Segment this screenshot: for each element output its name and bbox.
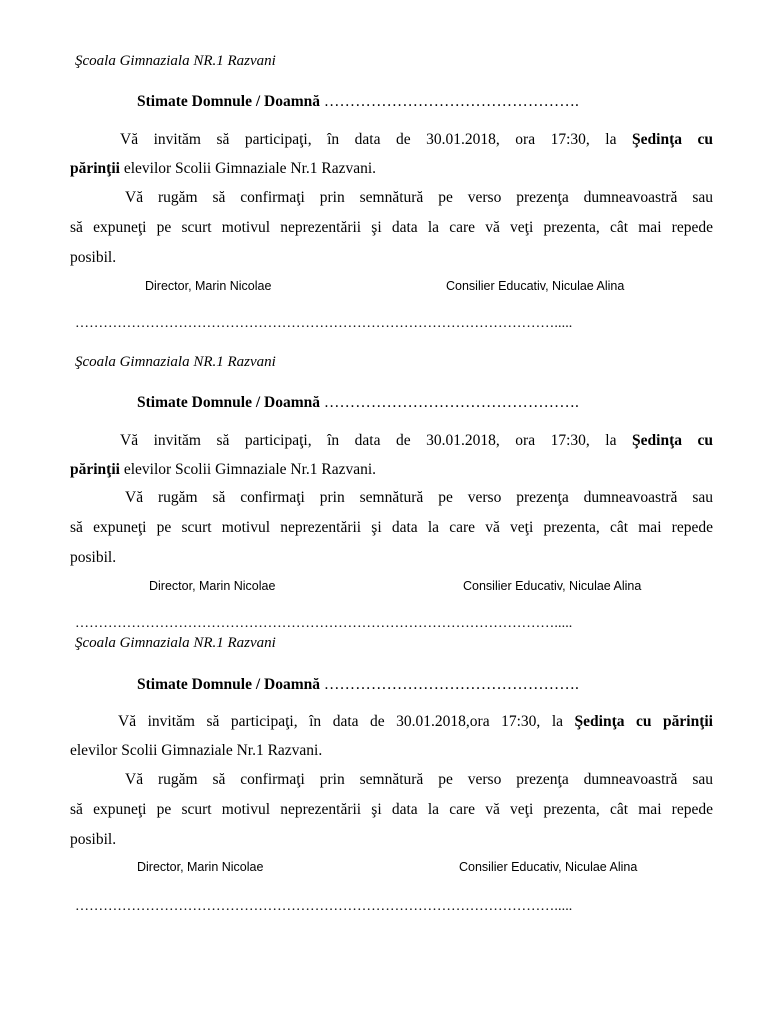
body-line-2 — [70, 742, 713, 760]
director-signature: Director, Marin Nicolae — [137, 860, 264, 874]
invite-text: Vă invităm să participaţi, în data de 30.01.2018, ora 17:30, la — [120, 432, 633, 449]
school-students-text: elevilor Scolii Gimnaziale Nr.1 Razvani. — [119, 160, 377, 177]
body-line-3: Vă rugăm să confirmaţi prin semnătură pe verso prezenţa dumneavoastră sau — [125, 489, 713, 506]
meeting-name: Şedinţa cu — [632, 432, 713, 449]
salutation-dots: …………………………………………. — [323, 394, 580, 411]
counselor-signature: Consilier Educativ, Niculae Alina — [463, 579, 642, 593]
body-line-2 — [70, 461, 713, 479]
body-line-1 — [118, 713, 713, 731]
salutation — [137, 394, 579, 412]
director-signature: Director, Marin Nicolae — [149, 579, 276, 593]
body-line-1 — [120, 432, 713, 450]
body-line-3: Vă rugăm să confirmaţi prin semnătură pe verso prezenţa dumneavoastră sau — [125, 771, 713, 788]
meeting-name-cont: părinţii — [70, 461, 120, 478]
cut-line: …………………………………………………………………………………………..... — [75, 316, 573, 331]
salutation — [137, 93, 579, 111]
salutation-dots: …………………………………………. — [323, 676, 580, 693]
cut-line: …………………………………………………………………………………………..... — [75, 616, 573, 631]
school-students-text: elevilor Scolii Gimnaziale Nr.1 Razvani. — [70, 742, 323, 759]
body-line-3: Vă rugăm să confirmaţi prin semnătură pe verso prezenţa dumneavoastră sau — [125, 189, 713, 206]
body-line-2 — [70, 160, 713, 178]
salutation-text: Stimate Domnule / Doamnă — [137, 676, 320, 693]
school-name: Şcoala Gimnaziala NR.1 Razvani — [75, 53, 276, 69]
meeting-name: Şedinţa cu părinţii — [574, 713, 713, 730]
meeting-name: Şedinţa cu — [632, 131, 713, 148]
director-signature: Director, Marin Nicolae — [145, 279, 272, 293]
salutation — [137, 676, 579, 694]
salutation-dots: …………………………………………. — [323, 93, 580, 110]
school-name: Şcoala Gimnaziala NR.1 Razvani — [75, 635, 276, 651]
counselor-signature: Consilier Educativ, Niculae Alina — [446, 279, 625, 293]
body-line-4: să expuneţi pe scurt motivul neprezentării şi data la care vă veţi prezenta, cât mai repede — [70, 219, 713, 236]
invite-text: Vă invităm să participaţi, în data de 30.01.2018, ora 17:30, la — [120, 131, 633, 148]
salutation-text: Stimate Domnule / Doamnă — [137, 394, 320, 411]
meeting-name-cont: părinţii — [70, 160, 120, 177]
salutation-text: Stimate Domnule / Doamnă — [137, 93, 320, 110]
body-line-1 — [120, 131, 713, 149]
counselor-signature: Consilier Educativ, Niculae Alina — [459, 860, 638, 874]
school-name: Şcoala Gimnaziala NR.1 Razvani — [75, 354, 276, 370]
body-line-5: posibil. — [70, 249, 117, 266]
body-line-4: să expuneţi pe scurt motivul neprezentării şi data la care vă veţi prezenta, cât mai repede — [70, 519, 713, 536]
school-students-text: elevilor Scolii Gimnaziale Nr.1 Razvani. — [119, 461, 377, 478]
body-line-5: posibil. — [70, 549, 117, 566]
invite-text: Vă invităm să participaţi, în data de 30.01.2018,ora 17:30, la — [118, 713, 575, 730]
cut-line: …………………………………………………………………………………………..... — [75, 899, 573, 914]
body-line-4: să expuneţi pe scurt motivul neprezentării şi data la care vă veţi prezenta, cât mai repede — [70, 801, 713, 818]
body-line-5: posibil. — [70, 831, 117, 848]
